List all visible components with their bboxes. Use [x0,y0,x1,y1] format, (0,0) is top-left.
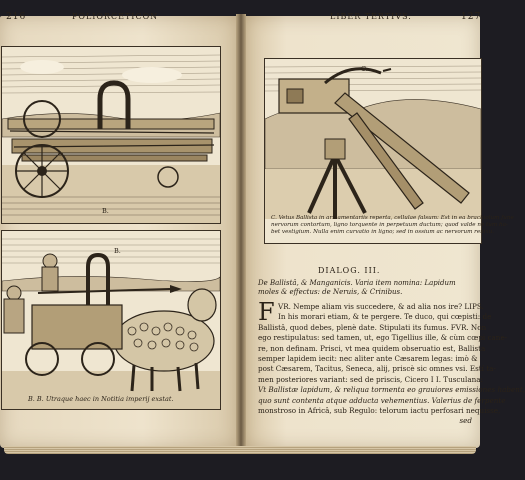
plate-bottom-caption: B. B. Utraque haec in Notitia imperij exstat. [28,395,174,403]
plate-right-label: C. [361,65,368,73]
left-running-head: POLIORCETICON [72,12,159,21]
body-line: re, non definam. Prisci, vt mea quidem obseruatio est, Ballista [258,343,486,353]
body-line: In his morari etiam, & te pergere. Te duco, qui cœpisti: de [278,312,492,322]
catchword: sed [459,416,472,426]
drop-cap: F [258,298,275,326]
body-line: post Cæsarem, Tacitus, Seneca, alij, priscè sic omnes vsi. Estí ta- [258,364,496,374]
plate-top-label: B. [102,207,109,215]
body-line: Vt Ballistæ lapidum, & reliqua tormenta eo grauiores emissiones habent, [258,385,525,395]
left-page-number: 216 [6,12,27,22]
body-line: men posteriores variant: sed de priscis, Cicero I I. Tusculana: [258,374,483,384]
engraving-armored-ram-chariot [1,230,221,410]
page-edges [4,446,476,454]
dialog-title: DIALOG. III. [318,266,381,275]
engraving-siege-wagon [1,46,221,224]
body-line: VR. Nempe aliam vis succedere, & ad alia nos ire? LIPS. [278,302,484,311]
right-running-head: LIBER TERTIVS. [330,12,412,21]
body-line: monstroso in Africâ, sub Regulo: telorum iactu perfosari nequisse, [258,406,501,416]
chapter-summary: De Ballistâ, & Manganicis. Varia item nomina: Lapidum moles & effectus: de Neruis, & Crinibus. [258,279,456,296]
right-page-number: 127 [461,12,482,22]
plate-right-caption-line: nervorum contortum, ligno torquente in perpetuum ductum; quod valde ne tum ha- [271,222,508,228]
engraving-ballista [264,58,514,244]
plate-right-caption-line: C. Vetus Ballista in armamentariis reperta, cellulae falsum: Est in ea brachiolum fune [271,215,514,221]
body-line: semper lapidem iecit: nec aliter ante Cæsarem legas: imò & [258,354,478,364]
book-gutter [236,14,246,450]
engraving-siege-wagon-drawing [2,47,220,223]
plate-right-caption-line: bet vestigium. Nulla enim curvatio in ligno; sed in ossium ac nervorum renixu. [271,229,495,235]
plate-bottom-label: B. [114,247,121,255]
body-text [258,298,525,427]
body-line: Ballistâ, quod debes, plenè date. Stipulati its fumus. FVR. Non [258,322,487,332]
engraving-armored-ram-chariot-drawing [2,231,220,409]
plate-right-caption [271,215,514,236]
body-line: quo sunt contenta atque adducta vehementius. Valerius de ferpente [258,395,506,405]
body-line: ego restipulatus: sed tamen, ut, ego Tigellius ille, & cùm cœpi cane- [258,333,508,343]
